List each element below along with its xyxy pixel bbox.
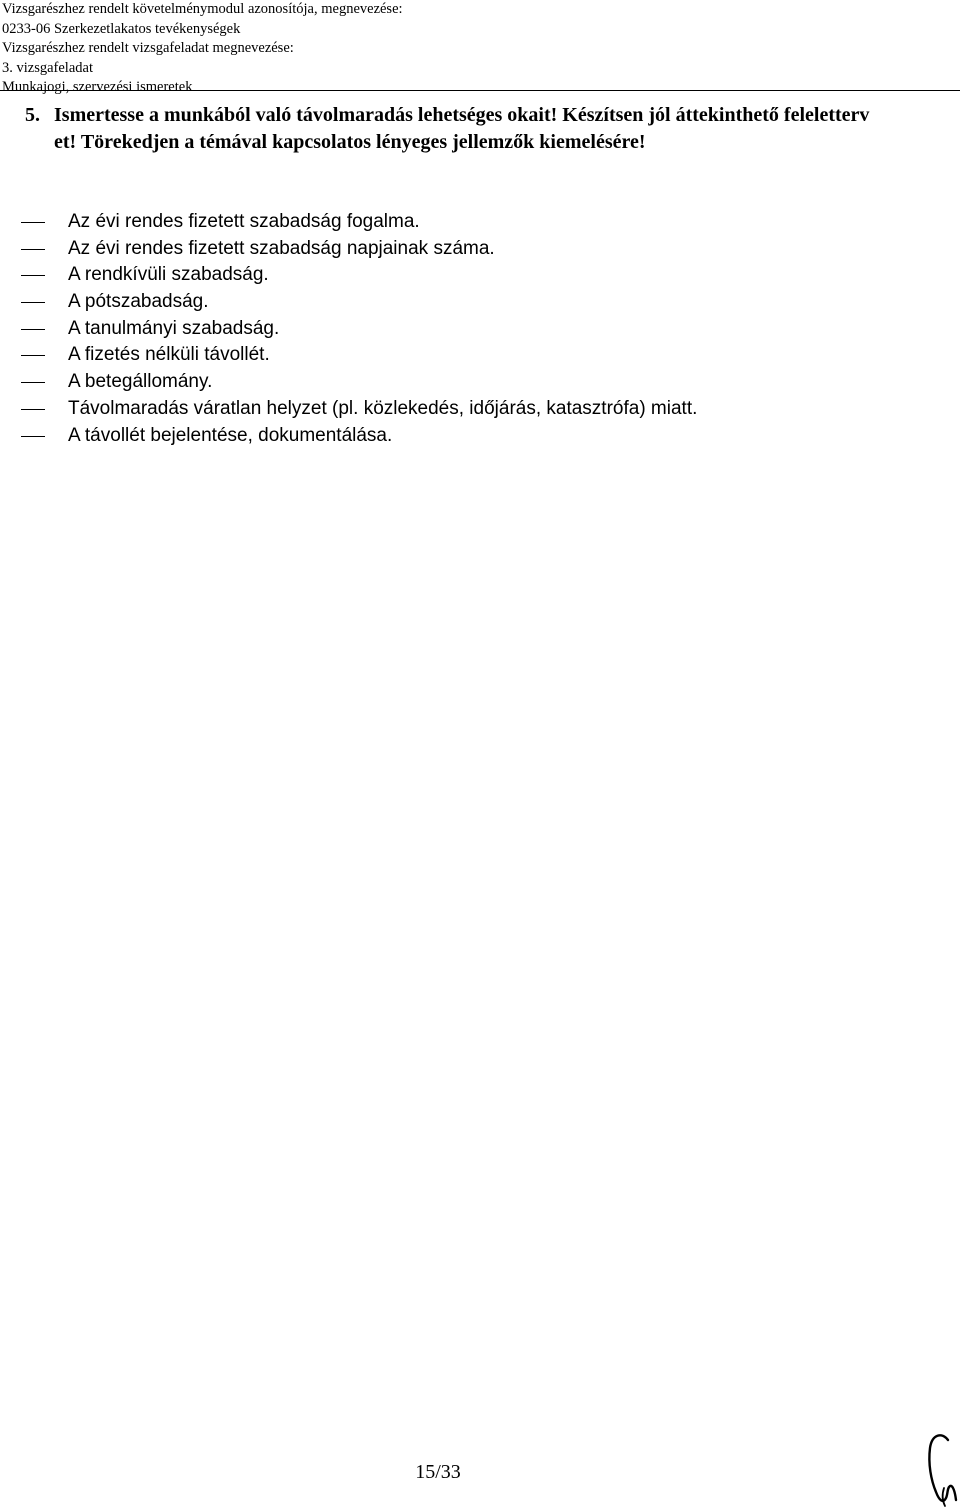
header-task-number: 3. vizsgafeladat: [2, 59, 93, 76]
header-task-label: Vizsgarészhez rendelt vizsgafeladat megnevezése:: [2, 40, 294, 57]
list-item-text: A rendkívüli szabadság.: [68, 264, 269, 286]
list-item-text: A távollét bejelentése, dokumentálása.: [68, 424, 393, 446]
question-text: Ismertesse a munkából való távolmaradás lehetséges okait! Készítsen jól áttekinthető feleletterv et! Törekedjen a témával kapcsolatos lényeges jellemzők kiemelésére!: [54, 104, 870, 153]
dash-icon: [21, 355, 45, 356]
header-module-name: 0233-06 Szerkezetlakatos tevékenységek: [2, 20, 241, 37]
page-number: 15/33: [415, 1461, 461, 1483]
list-item-text: A tanulmányi szabadság.: [68, 317, 280, 339]
dash-icon: [21, 329, 45, 330]
dash-icon: [21, 409, 45, 410]
list-item-text: A fizetés nélküli távollét.: [68, 344, 270, 366]
list-item-text: Az évi rendes fizetett szabadság napjainak száma.: [68, 237, 495, 259]
list-item-text: Távolmaradás váratlan helyzet (pl. közlekedés, időjárás, katasztrófa) miatt.: [68, 397, 698, 419]
list-item-text: A betegállomány.: [68, 371, 213, 393]
signature-icon: [922, 1428, 958, 1508]
dash-icon: [21, 436, 45, 437]
list-item-text: A pótszabadság.: [68, 291, 209, 313]
header-module-label: Vizsgarészhez rendelt követelménymodul azonosítója, megnevezése:: [2, 1, 403, 17]
dash-icon: [21, 275, 45, 276]
header-divider: [0, 90, 960, 91]
document-header: [2, 0, 403, 98]
dash-icon: [21, 222, 45, 223]
dash-icon: [21, 382, 45, 383]
dash-icon: [21, 302, 45, 303]
dash-icon: [21, 249, 45, 250]
question-number: 5.: [25, 104, 40, 126]
list-item-text: Az évi rendes fizetett szabadság fogalma.: [68, 211, 420, 232]
header-task-name: Munkajogi, szervezési ismeretek: [2, 79, 193, 96]
question: [25, 102, 885, 156]
